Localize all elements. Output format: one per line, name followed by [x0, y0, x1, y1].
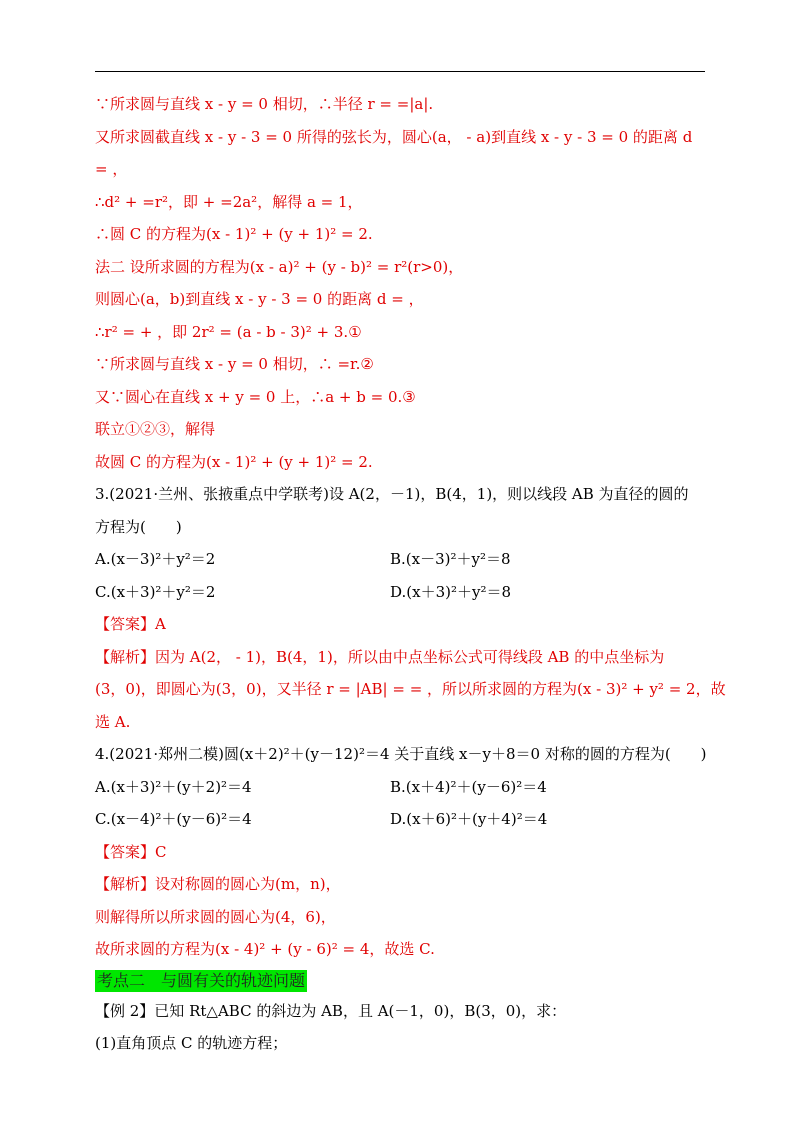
answer-tag: 【答案】 — [95, 842, 156, 861]
solution-line: ∵所求圆与直线 x - y = 0 相切，∴ =r.② — [95, 355, 374, 373]
question-3-stem: 方程为( ) — [95, 517, 182, 536]
solution-line: 联立①②③，解得 — [95, 420, 216, 438]
kaodian-heading: 考点二 与圆有关的轨迹问题 — [97, 970, 306, 990]
question-4-answer — [95, 836, 707, 869]
example-2-subquestion: (1)直角顶点 C 的轨迹方程； — [95, 1034, 288, 1052]
answer-value: C — [155, 842, 167, 861]
kaodian-heading-row — [95, 966, 707, 995]
header-rule — [95, 71, 705, 72]
document-body — [95, 88, 726, 1060]
question-3-analysis — [95, 641, 707, 674]
solution-line: ∴r² = + ，即 2r² = (a - b - 3)² + 3.① — [95, 322, 362, 341]
question-3-options-row — [95, 543, 707, 576]
option-c: C.(x－4)²＋(y－6)²＝4 — [95, 810, 252, 828]
question-3-analysis: (3，0)，即圆心为(3，0)，又半径 r = |AB| = = ，所以所求圆的方程为(x - 3)² + y² = 2，故 — [95, 680, 726, 698]
analysis-tag: 【解析】 — [95, 875, 156, 893]
option-c: C.(x＋3)²＋y²＝2 — [95, 582, 216, 601]
question-4-options-row — [95, 771, 707, 804]
question-4-stem: 4.(2021·郑州二模)圆(x＋2)²＋(y－12)²＝4 关于直线 x－y＋8＝0 对称的圆的方程为( ) — [95, 745, 707, 763]
question-3-options-row — [95, 576, 707, 609]
question-3-analysis: 选 A. — [95, 712, 131, 731]
option-a: A.(x＋3)²＋(y＋2)²＝4 — [95, 777, 252, 796]
option-b: B.(x＋4)²＋(y－6)²＝4 — [390, 777, 547, 796]
option-d: D.(x＋3)²＋y²＝8 — [390, 582, 512, 601]
question-4-analysis — [95, 868, 707, 901]
solution-line: ∵所求圆与直线 x - y = 0 相切，∴半径 r = =|a|. — [95, 95, 434, 113]
question-4-options-row — [95, 803, 707, 836]
question-4-analysis: 故所求圆的方程为(x - 4)² + (y - 6)² = 4，故选 C. — [95, 940, 435, 958]
answer-tag: 【答案】 — [95, 615, 156, 633]
example-2-stem: 【例 2】已知 Rt△ABC 的斜边为 AB，且 A(－1，0)，B(3，0)，求： — [95, 1001, 567, 1020]
option-d: D.(x＋6)²＋(y＋4)²＝4 — [390, 810, 548, 828]
question-4-analysis: 则解得所以所求圆的圆心为(4，6)， — [95, 907, 336, 926]
solution-line: 又∵圆心在直线 x + y = 0 上，∴a + b = 0.③ — [95, 387, 416, 406]
solution-line: 则圆心(a，b)到直线 x - y - 3 = 0 的距离 d = ， — [95, 290, 424, 308]
solution-line: ∴圆 C 的方程为(x - 1)² + (y + 1)² = 2. — [95, 225, 373, 243]
analysis-text: 设对称圆的圆心为(m，n)， — [155, 875, 341, 893]
option-a: A.(x－3)²＋y²＝2 — [95, 550, 216, 568]
solution-line: 故圆 C 的方程为(x - 1)² + (y + 1)² = 2. — [95, 452, 373, 471]
question-3-stem: 3.(2021·兰州、张掖重点中学联考)设 A(2，－1)，B(4，1)，则以线段 AB 为直径的圆的 — [95, 485, 689, 503]
answer-value: A — [155, 615, 166, 633]
solution-line: 法二 设所求圆的方程为(x - a)² + (y - b)² = r²(r>0)， — [95, 257, 464, 276]
analysis-text: 因为 A(2， - 1)，B(4，1)，所以由中点坐标公式可得线段 AB 的中点坐标为 — [155, 647, 665, 666]
option-b: B.(x－3)²＋y²＝8 — [390, 550, 511, 568]
analysis-tag: 【解析】 — [95, 647, 156, 666]
solution-line: = ， — [95, 160, 128, 178]
question-3-answer — [95, 608, 707, 641]
solution-line: ∴d² + =r²，即 + =2a²，解得 a = 1， — [95, 192, 363, 211]
solution-line: 又所求圆截直线 x - y - 3 = 0 所得的弦长为，圆心(a， - a)到直线 x - y - 3 = 0 的距离 d — [95, 127, 693, 146]
